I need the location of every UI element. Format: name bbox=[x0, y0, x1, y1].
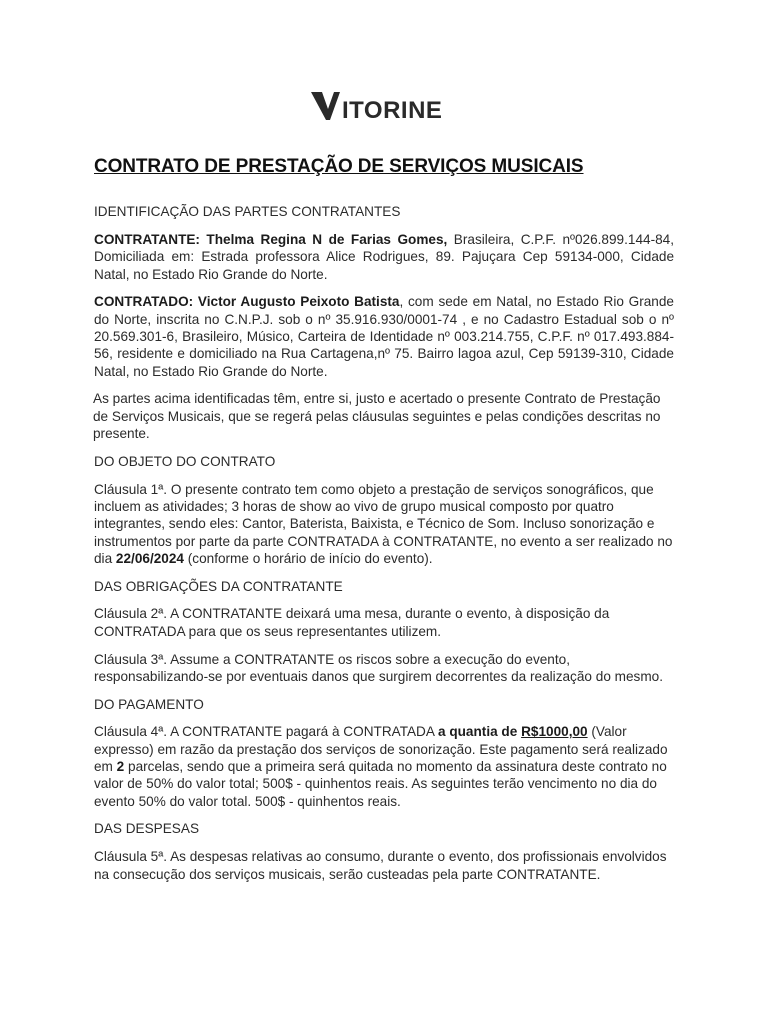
clause-4 bbox=[94, 723, 674, 809]
contratado-paragraph bbox=[94, 293, 674, 379]
section-heading-obligations: DAS OBRIGAÇÕES DA CONTRATANTE bbox=[94, 578, 343, 594]
clause-4-mid: (Valor expresso) em razão da prestação dos serviços de sonorização. Este pagamento será realizado em bbox=[94, 724, 668, 775]
contract-body bbox=[94, 158, 674, 893]
installments-count: 2 bbox=[116, 759, 125, 775]
document-title: CONTRATO DE PRESTAÇÃO DE SERVIÇOS MUSICAIS bbox=[94, 156, 584, 177]
contratante-paragraph bbox=[94, 231, 674, 283]
amount-label: a quantia de bbox=[437, 724, 522, 740]
section-heading-identification: IDENTIFICAÇÃO DAS PARTES CONTRATANTES bbox=[94, 204, 401, 220]
company-logo bbox=[300, 82, 468, 130]
clause-4-start: Cláusula 4ª. A CONTRATANTE pagará à CONTRATADA bbox=[94, 724, 438, 740]
contratado-text: , com sede em Natal, no Estado Rio Grande do Norte, inscrita no C.N.P.J. sob o nº 35.916.930/0001-74 , e no Cadastro Estadual sob o nº 20.569.301-6, Brasileiro, Músico, Carteira de Identidade nº 003.214.755, C.P.F. nº 017.493.884-56, residente e domiciliado na Rua Cartagena,nº 75. Bairro lagoa azul, Cep 59139-310, Cidade Natal, no Estado Rio Grande do Norte. bbox=[94, 294, 674, 379]
clause-3: Cláusula 3ª. Assume a CONTRATANTE os riscos sobre a execução do evento, responsabilizando-se por eventuais danos que surgirem decorrentes da realização do mesmo. bbox=[94, 651, 663, 684]
clause-1-end: (conforme o horário de início do evento). bbox=[183, 550, 433, 566]
clause-1-text: Cláusula 1ª. O presente contrato tem como objeto a prestação de serviços sonográficos, que incluem as atividades; 3 horas de show ao vivo de grupo musical composto por quatro integrantes, sendo eles: Cantor, Baterista, Baixista, e Técnico de Som. Incluso sonorização e instrumentos por parte da parte CONTRATADA à CONTRATANTE, no evento a ser realizado no dia bbox=[94, 481, 673, 566]
clause-4-end: parcelas, sendo que a primeira será quitada no momento da assinatura deste contrato no valor de 50% do valor total; 500$ - quinhentos reais. As seguintes terão vencimento no dia do evento 50% do valor total. 500$ - quinhentos reais. bbox=[94, 759, 667, 809]
clause-5: Cláusula 5ª. As despesas relativas ao consumo, durante o evento, dos profissionais envolvidos na consecução dos serviços musicais, serão custeadas pela parte CONTRATANTE. bbox=[94, 849, 667, 882]
vitorine-logo-icon bbox=[309, 89, 459, 123]
contratante-text: Brasileira, C.P.F. nº026.899.144-84, Domiciliada em: Estrada professora Alice Rodrigues, 89. Pajuçara Cep 59134-000, Cidade Natal, no Estado Rio Grande do Norte. bbox=[94, 232, 674, 282]
contratante-label: CONTRATANTE: Thelma Regina N de Farias Gomes, bbox=[94, 232, 448, 248]
svg-text:ITORINE: ITORINE bbox=[342, 97, 443, 123]
section-heading-expenses: DAS DESPESAS bbox=[94, 821, 200, 837]
section-heading-payment: DO PAGAMENTO bbox=[94, 696, 204, 712]
clause-2: Cláusula 2ª. A CONTRATANTE deixará uma mesa, durante o evento, à disposição da CONTRATADA para que os seus representantes utilizem. bbox=[94, 606, 610, 639]
contratado-label: CONTRATADO: Victor Augusto Peixoto Batista bbox=[94, 294, 400, 310]
clause-1 bbox=[94, 481, 674, 567]
event-date: 22/06/2024 bbox=[115, 550, 184, 566]
payment-amount: R$1000,00 bbox=[521, 724, 588, 740]
section-heading-object: DO OBJETO DO CONTRATO bbox=[94, 453, 276, 469]
intro-paragraph: As partes acima identificadas têm, entre si, justo e acertado o presente Contrato de Prestação de Serviços Musicais, que se regerá pelas cláusulas seguintes e pelas condições descritas no presente. bbox=[93, 391, 661, 442]
